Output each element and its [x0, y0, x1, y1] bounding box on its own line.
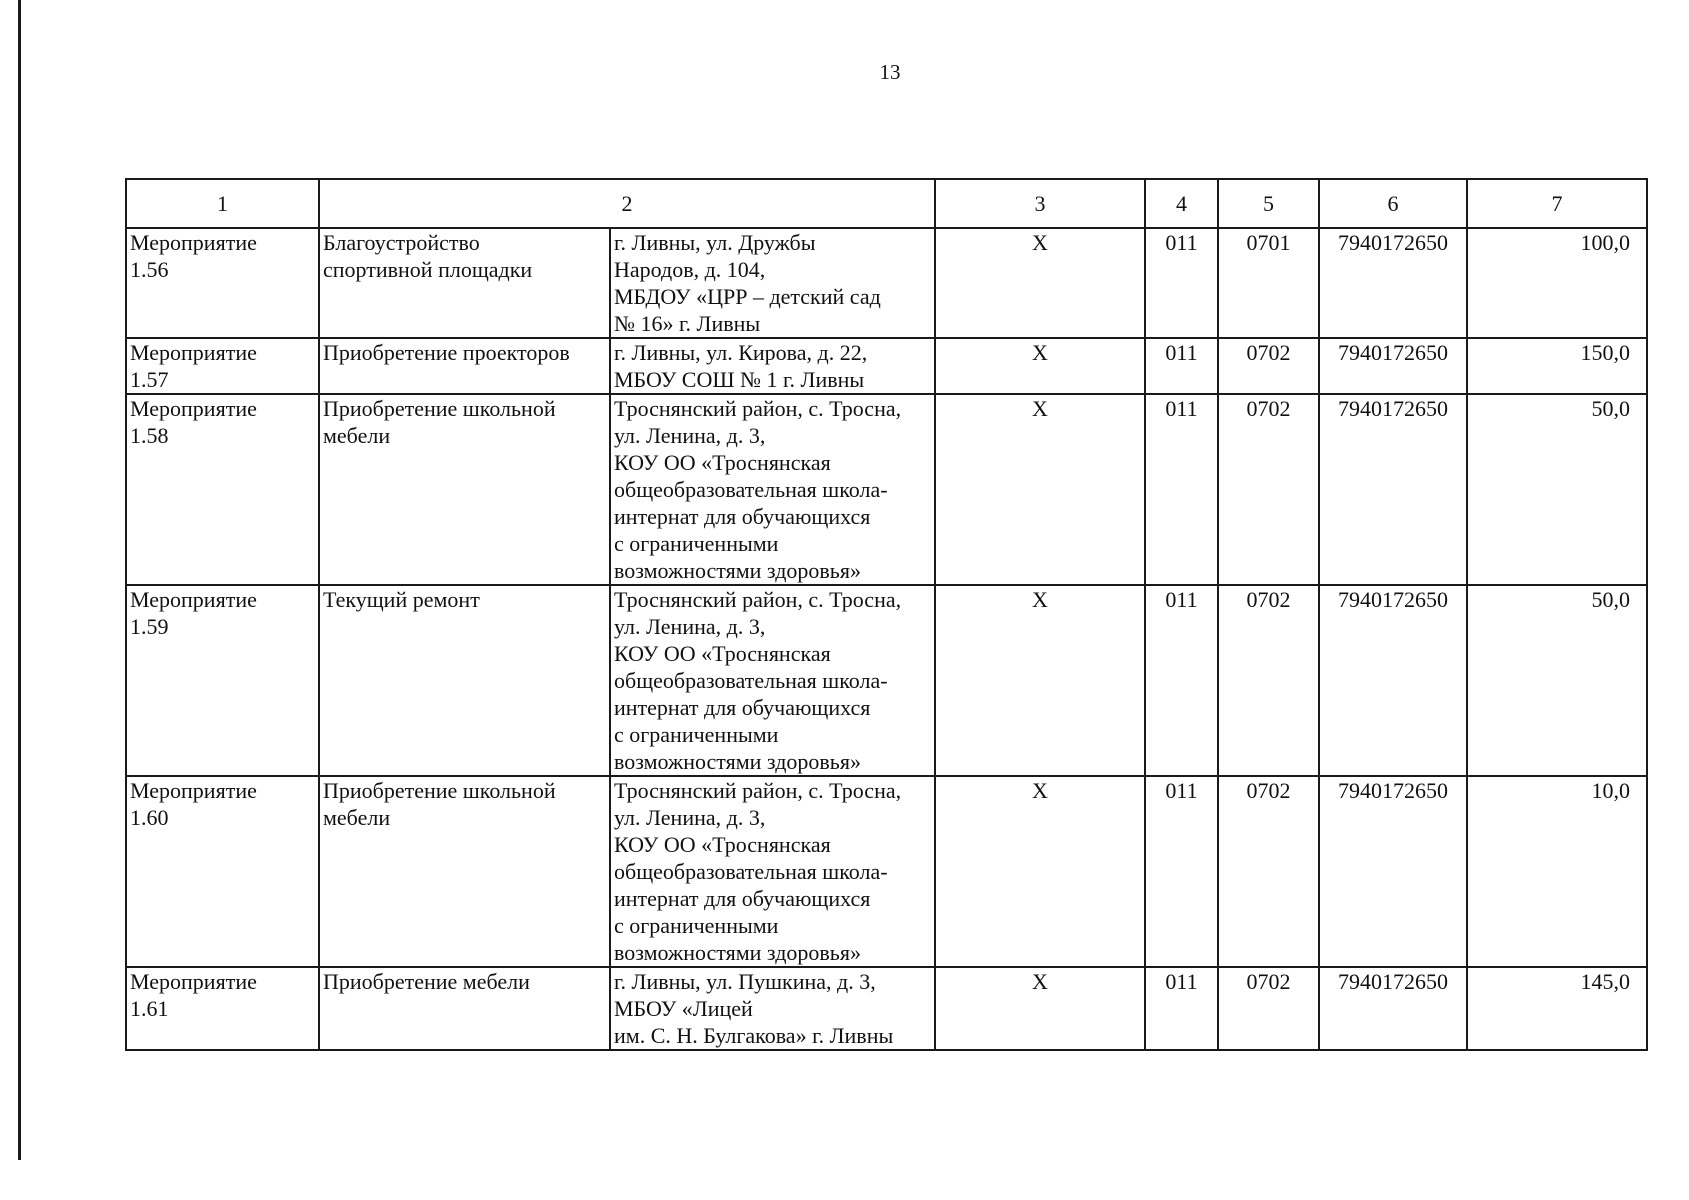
col3-cell: Х — [935, 776, 1145, 967]
measure-name-cell: Текущий ремонт — [319, 585, 610, 776]
measure-address-cell: Троснянский район, с. Тросна, ул. Ленина, д. 3, КОУ ОО «Троснянская общеобразовательная школа- интернат для обучающихся с ограниченными возможностями здоровья» — [610, 776, 935, 967]
col3-cell: Х — [935, 338, 1145, 394]
col7-cell: 50,0 — [1467, 585, 1647, 776]
measure-name-cell: Приобретение проекторов — [319, 338, 610, 394]
col3-cell: Х — [935, 585, 1145, 776]
header-col-2: 2 — [319, 179, 935, 228]
col4-cell: 011 — [1145, 394, 1218, 585]
measures-table — [125, 178, 1648, 1051]
table-row — [126, 967, 1647, 1050]
col4-cell: 011 — [1145, 967, 1218, 1050]
col3-cell: Х — [935, 228, 1145, 338]
col6-cell: 7940172650 — [1319, 394, 1467, 585]
col7-cell: 145,0 — [1467, 967, 1647, 1050]
col6-cell: 7940172650 — [1319, 228, 1467, 338]
col5-cell: 0702 — [1218, 394, 1319, 585]
table-row — [126, 338, 1647, 394]
measure-label-cell: Мероприятие 1.57 — [126, 338, 319, 394]
measure-address-cell: г. Ливны, ул. Пушкина, д. 3, МБОУ «Лицей им. С. Н. Булгакова» г. Ливны — [610, 967, 935, 1050]
header-col-7: 7 — [1467, 179, 1647, 228]
col3-cell: Х — [935, 394, 1145, 585]
measure-address-cell: Троснянский район, с. Тросна, ул. Ленина, д. 3, КОУ ОО «Троснянская общеобразовательная школа- интернат для обучающихся с ограниченными возможностями здоровья» — [610, 394, 935, 585]
col4-cell: 011 — [1145, 228, 1218, 338]
table-row — [126, 776, 1647, 967]
col7-cell: 100,0 — [1467, 228, 1647, 338]
col7-cell: 10,0 — [1467, 776, 1647, 967]
measure-name-cell: Приобретение школьной мебели — [319, 776, 610, 967]
col5-cell: 0702 — [1218, 585, 1319, 776]
table-row — [126, 394, 1647, 585]
col4-cell: 011 — [1145, 776, 1218, 967]
measure-label-cell: Мероприятие 1.56 — [126, 228, 319, 338]
col3-cell: Х — [935, 967, 1145, 1050]
col5-cell: 0702 — [1218, 967, 1319, 1050]
col7-cell: 50,0 — [1467, 394, 1647, 585]
col6-cell: 7940172650 — [1319, 776, 1467, 967]
header-col-5: 5 — [1218, 179, 1319, 228]
header-col-1: 1 — [126, 179, 319, 228]
scan-edge-line — [18, 0, 21, 1160]
col7-cell: 150,0 — [1467, 338, 1647, 394]
measure-name-cell: Благоустройство спортивной площадки — [319, 228, 610, 338]
col6-cell: 7940172650 — [1319, 967, 1467, 1050]
header-col-3: 3 — [935, 179, 1145, 228]
measure-address-cell: г. Ливны, ул. Дружбы Народов, д. 104, МБДОУ «ЦРР – детский сад № 16» г. Ливны — [610, 228, 935, 338]
col6-cell: 7940172650 — [1319, 338, 1467, 394]
table-header-row — [126, 179, 1647, 228]
header-col-4: 4 — [1145, 179, 1218, 228]
table-row — [126, 585, 1647, 776]
measure-label-cell: Мероприятие 1.60 — [126, 776, 319, 967]
table-row — [126, 228, 1647, 338]
col4-cell: 011 — [1145, 338, 1218, 394]
measure-address-cell: Троснянский район, с. Тросна, ул. Ленина, д. 3, КОУ ОО «Троснянская общеобразовательная школа- интернат для обучающихся с ограниченными возможностями здоровья» — [610, 585, 935, 776]
col4-cell: 011 — [1145, 585, 1218, 776]
col5-cell: 0701 — [1218, 228, 1319, 338]
col5-cell: 0702 — [1218, 776, 1319, 967]
measure-name-cell: Приобретение школьной мебели — [319, 394, 610, 585]
col5-cell: 0702 — [1218, 338, 1319, 394]
measure-name-cell: Приобретение мебели — [319, 967, 610, 1050]
header-col-6: 6 — [1319, 179, 1467, 228]
col6-cell: 7940172650 — [1319, 585, 1467, 776]
measure-address-cell: г. Ливны, ул. Кирова, д. 22, МБОУ СОШ № 1 г. Ливны — [610, 338, 935, 394]
measure-label-cell: Мероприятие 1.59 — [126, 585, 319, 776]
measure-label-cell: Мероприятие 1.61 — [126, 967, 319, 1050]
measure-label-cell: Мероприятие 1.58 — [126, 394, 319, 585]
page-number: 13 — [879, 60, 901, 84]
